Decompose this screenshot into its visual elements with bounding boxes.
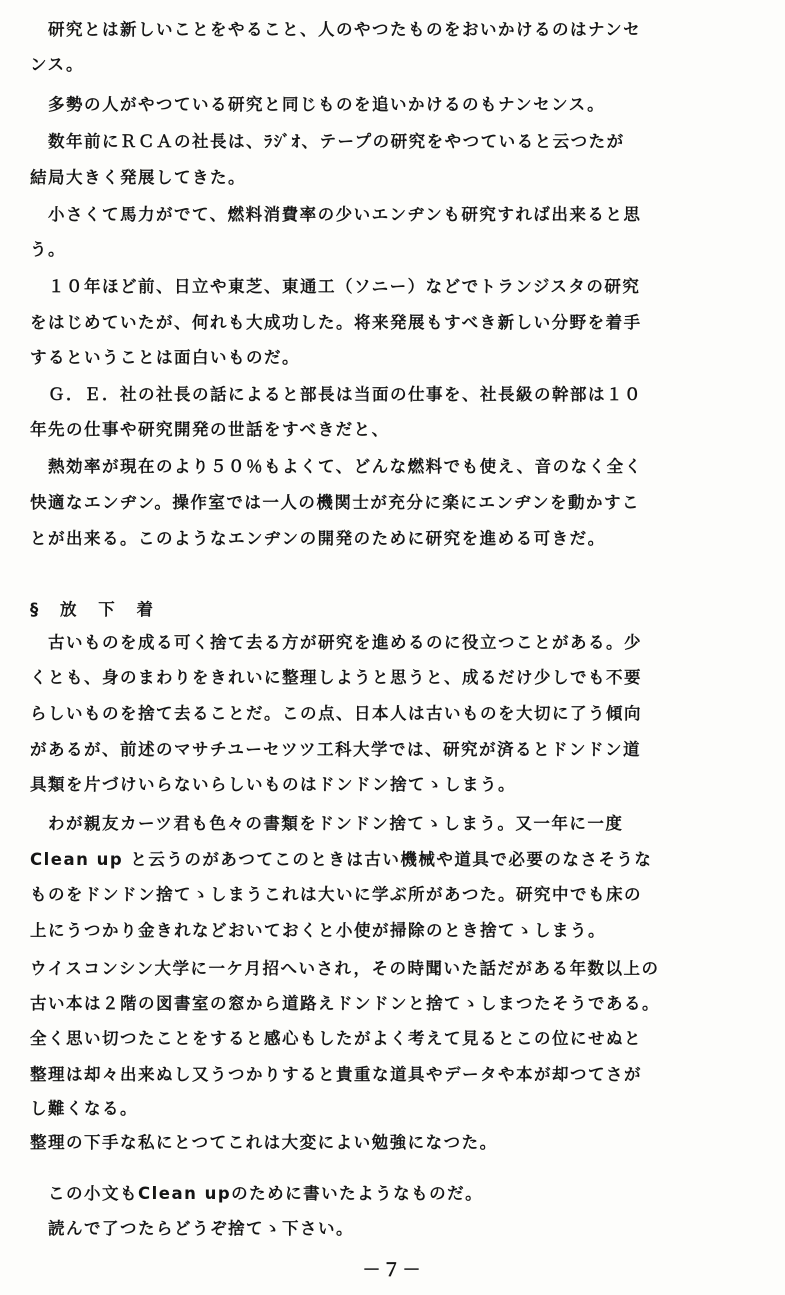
text-line: をはじめていたが、何れも大成功した。将来発展もすべき新しい分野を着手 (30, 313, 642, 332)
text-line: 古いものを成る可く捨て去る方が研究を進めるのに役立つことがある。少 (30, 633, 642, 652)
text-line: 上にうつかり金きれなどおいておくと小使が掃除のとき捨てゝしまう。 (30, 921, 606, 940)
text-line: 読んで了つたらどうぞ捨てゝ下さい。 (30, 1219, 354, 1238)
text-line: 研究とは新しいことをやること、人のやつたものをおいかけるのはナンセ (30, 20, 642, 39)
text-line: ものをドンドン捨てゝしまうこれは大いに学ぶ所があつた。研究中でも床の (30, 885, 642, 904)
text-line: 古い本は２階の図書室の窓から道路えドンドンと捨てゝしまつたそうである。 (30, 994, 660, 1013)
text-line: この小文もClean upのために書いたようなものだ。 (30, 1184, 484, 1203)
text-line: があるが、前述のマサチユーセツツ工科大学では、研究が済るとドンドン道 (30, 740, 642, 759)
text-line: ンス。 (30, 55, 84, 74)
text-line: Clean up と云うのがあつてこのときは古い機械や道具で必要のなさそうな (30, 850, 653, 869)
text-line: 具類を片づけいらないらしいものはドンドン捨てゝしまう。 (30, 775, 516, 794)
text-line: 年先の仕事や研究開発の世話をすべきだと、 (30, 420, 390, 439)
section-heading: § 放 下 着 (30, 600, 161, 619)
page-number: －７－ (362, 1260, 423, 1281)
text-line: 熱効率が現在のより５０％もよくて、どんな燃料でも使え、音のなく全く (30, 457, 643, 476)
text-line: 数年前にＲＣＡの社長は、ﾗｼﾞｵ、テープの研究をやつていると云つたが (30, 132, 625, 151)
text-line: 快適なエンヂン。操作室では一人の機関士が充分に楽にエンヂンを動かすこ (30, 493, 641, 512)
text-line: 多勢の人がやつている研究と同じものを追いかけるのもナンセンス。 (30, 95, 606, 114)
text-line: 小さくて馬力がでて、燃料消費率の少いエンヂンも研究すれば出来ると思 (30, 205, 642, 224)
text-line: 結局大きく発展してきた。 (30, 168, 246, 187)
text-line: 整理の下手な私にとつてこれは大変によい勉強になつた。 (30, 1133, 498, 1152)
text-line: 全く思い切つたことをすると感心もしたがよく考えて見るとこの位にせぬと (30, 1029, 642, 1048)
text-line: １０年ほど前、日立や東芝、東通工（ソニー）などでトランジスタの研究 (30, 277, 641, 296)
text-line: くとも、身のまわりをきれいに整理しようと思うと、成るだけ少しでも不要 (30, 668, 642, 687)
text-line: らしいものを捨て去ることだ。この点、日本人は古いものを大切に了う傾向 (30, 704, 642, 723)
text-line: とが出来る。このようなエンヂンの開発のために研究を進める可きだ。 (30, 529, 606, 548)
text-line: ウイスコンシン大学に一ケ月招へいされ，その時聞いた話だがある年数以上の (30, 959, 660, 978)
text-line: するということは面白いものだ。 (30, 348, 300, 367)
text-line: 整理は却々出来ぬし又うつかりすると貴重な道具やデータや本が却つてさが (30, 1065, 642, 1084)
text-line: わが親友カーツ君も色々の書類をドンドン捨てゝしまう。又一年に一度 (30, 814, 624, 833)
text-line: し難くなる。 (30, 1099, 138, 1118)
text-line: う。 (30, 240, 66, 259)
text-line: Ｇ．Ｅ．社の社長の話によると部長は当面の仕事を、社長級の幹部は１０ (30, 385, 642, 404)
